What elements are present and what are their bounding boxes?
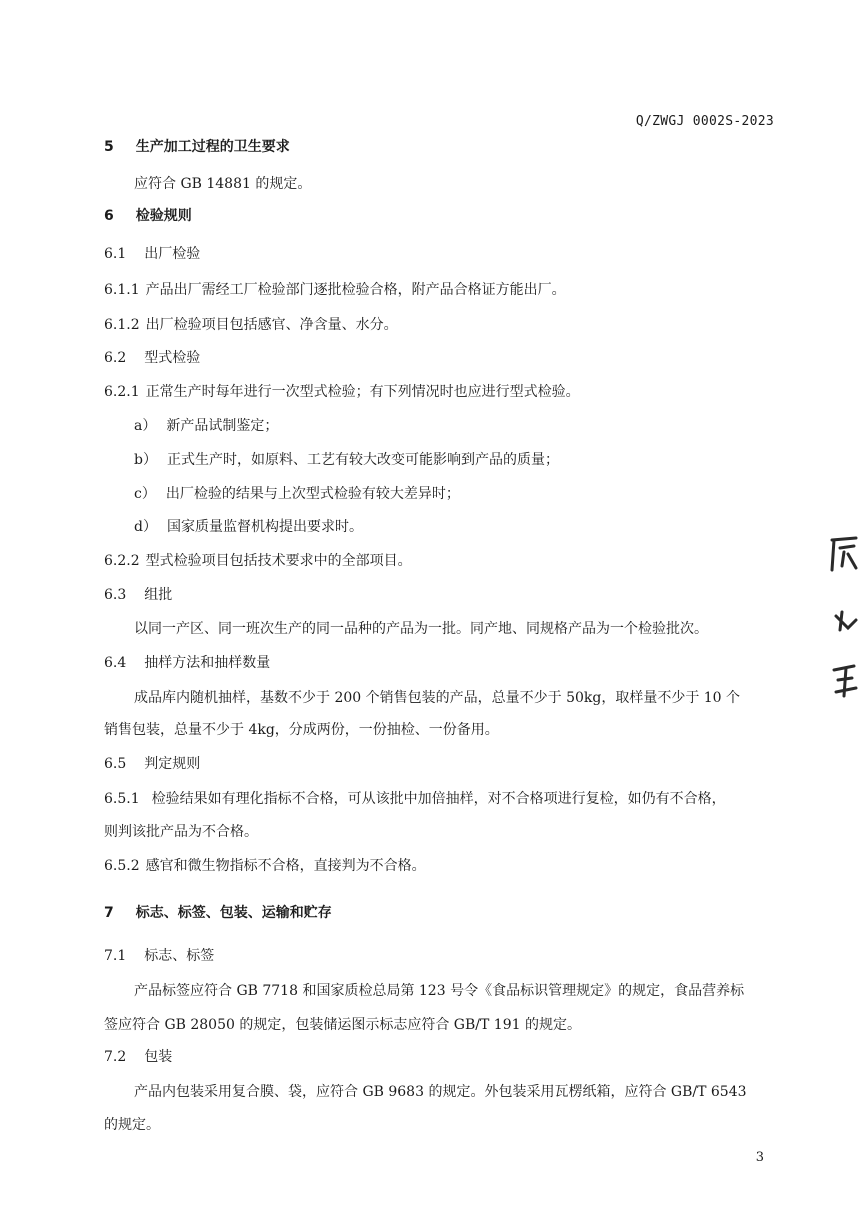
clause-6-5-1-continued: 则判该批产品为不合格。 [104, 824, 258, 840]
section-7-1-body-line: 签应符合 GB 28050 的规定，包装储运图示标志应符合 GB/T 191 的规定。 [104, 1017, 581, 1033]
section-7-2-body-line: 产品内包装采用复合膜、袋，应符合 GB 9683 的规定。外包装采用瓦楞纸箱，应符合 GB/T 6543 [134, 1084, 747, 1100]
clause-text: 感官和微生物指标不合格，直接判为不合格。 [145, 858, 426, 874]
section-number: 6 [104, 208, 114, 224]
clause-6-1-1 [104, 280, 774, 300]
section-number: 6.4 [104, 655, 127, 671]
clause-6-5-2 [104, 856, 774, 876]
clause-6-2-2 [104, 551, 774, 571]
list-text: 出厂检验的结果与上次型式检验有较大差异时； [165, 486, 460, 502]
section-number: 6.2 [104, 350, 127, 366]
list-item [134, 416, 774, 436]
section-6-1-heading [104, 244, 774, 264]
clause-number: 6.5.2 [104, 858, 140, 874]
section-6-heading [104, 206, 774, 226]
section-5-body: 应符合 GB 14881 的规定。 [134, 176, 312, 192]
clause-6-5-1 [104, 789, 774, 809]
section-7-1-heading [104, 946, 774, 966]
section-title: 抽样方法和抽样数量 [144, 655, 271, 671]
clause-text: 出厂检验项目包括感官、净含量、水分。 [145, 317, 398, 333]
list-marker: a） [134, 418, 157, 434]
list-item [134, 484, 774, 504]
section-6-3-heading [104, 585, 774, 605]
clause-text: 型式检验项目包括技术要求中的全部项目。 [145, 553, 412, 569]
seal-fragment-icon [826, 520, 860, 710]
clause-text: 检验结果如有理化指标不合格，可从该批中加倍抽样，对不合格项进行复检，如仍有不合格， [151, 791, 726, 807]
section-title: 判定规则 [144, 756, 201, 772]
section-6-4-body-line: 成品库内随机抽样，基数不少于 200 个销售包装的产品，总量不少于 50kg，取样量不少于 10 个 [134, 690, 741, 706]
section-number: 6.1 [104, 246, 127, 262]
section-6-5-heading [104, 754, 774, 774]
section-7-2-body-line: 的规定。 [104, 1117, 160, 1133]
clause-number: 6.1.1 [104, 282, 140, 298]
list-item [134, 517, 774, 537]
clause-6-2-1 [104, 382, 774, 402]
section-number: 5 [104, 139, 114, 155]
clause-number: 6.2.1 [104, 384, 140, 400]
section-6-3-body: 以同一产区、同一班次生产的同一品种的产品为一批。同产地、同规格产品为一个检验批次。 [134, 621, 708, 637]
section-6-4-body-line: 销售包装，总量不少于 4kg，分成两份，一份抽检、一份备用。 [104, 722, 499, 738]
section-7-heading [104, 903, 774, 923]
section-5-heading [104, 137, 774, 157]
section-7-1-body-line: 产品标签应符合 GB 7718 和国家质检总局第 123 号令《食品标识管理规定》的规定，食品营养标 [134, 983, 745, 999]
page-number: 3 [755, 1150, 764, 1165]
section-title: 组批 [144, 587, 173, 603]
document-code: Q/ZWGJ 0002S-2023 [635, 114, 774, 129]
section-number: 7.1 [104, 948, 127, 964]
section-title: 生产加工过程的卫生要求 [135, 139, 290, 155]
section-title: 型式检验 [144, 350, 201, 366]
section-6-4-heading [104, 653, 774, 673]
clause-text: 产品出厂需经工厂检验部门逐批检验合格，附产品合格证方能出厂。 [145, 282, 566, 298]
section-title: 标志、标签 [144, 948, 215, 964]
list-marker: b） [134, 452, 157, 468]
list-text: 国家质量监督机构提出要求时。 [166, 519, 363, 535]
section-title: 包装 [144, 1049, 173, 1065]
section-number: 6.5 [104, 756, 127, 772]
clause-number: 6.1.2 [104, 317, 140, 333]
section-number: 7 [104, 905, 114, 921]
clause-6-1-2 [104, 315, 774, 335]
list-text: 新产品试制鉴定； [166, 418, 279, 434]
section-6-2-heading [104, 348, 774, 368]
list-item [134, 450, 774, 470]
section-7-2-heading [104, 1047, 774, 1067]
clause-number: 6.2.2 [104, 553, 140, 569]
section-title: 标志、标签、包装、运输和贮存 [135, 905, 332, 921]
section-title: 出厂检验 [144, 246, 201, 262]
clause-text: 正常生产时每年进行一次型式检验；有下列情况时也应进行型式检验。 [145, 384, 580, 400]
list-marker: c） [134, 486, 156, 502]
section-number: 6.3 [104, 587, 127, 603]
clause-number: 6.5.1 [104, 791, 140, 807]
list-marker: d） [134, 519, 157, 535]
section-number: 7.2 [104, 1049, 127, 1065]
list-text: 正式生产时，如原料、工艺有较大改变可能影响到产品的质量； [166, 452, 559, 468]
section-title: 检验规则 [135, 208, 192, 224]
